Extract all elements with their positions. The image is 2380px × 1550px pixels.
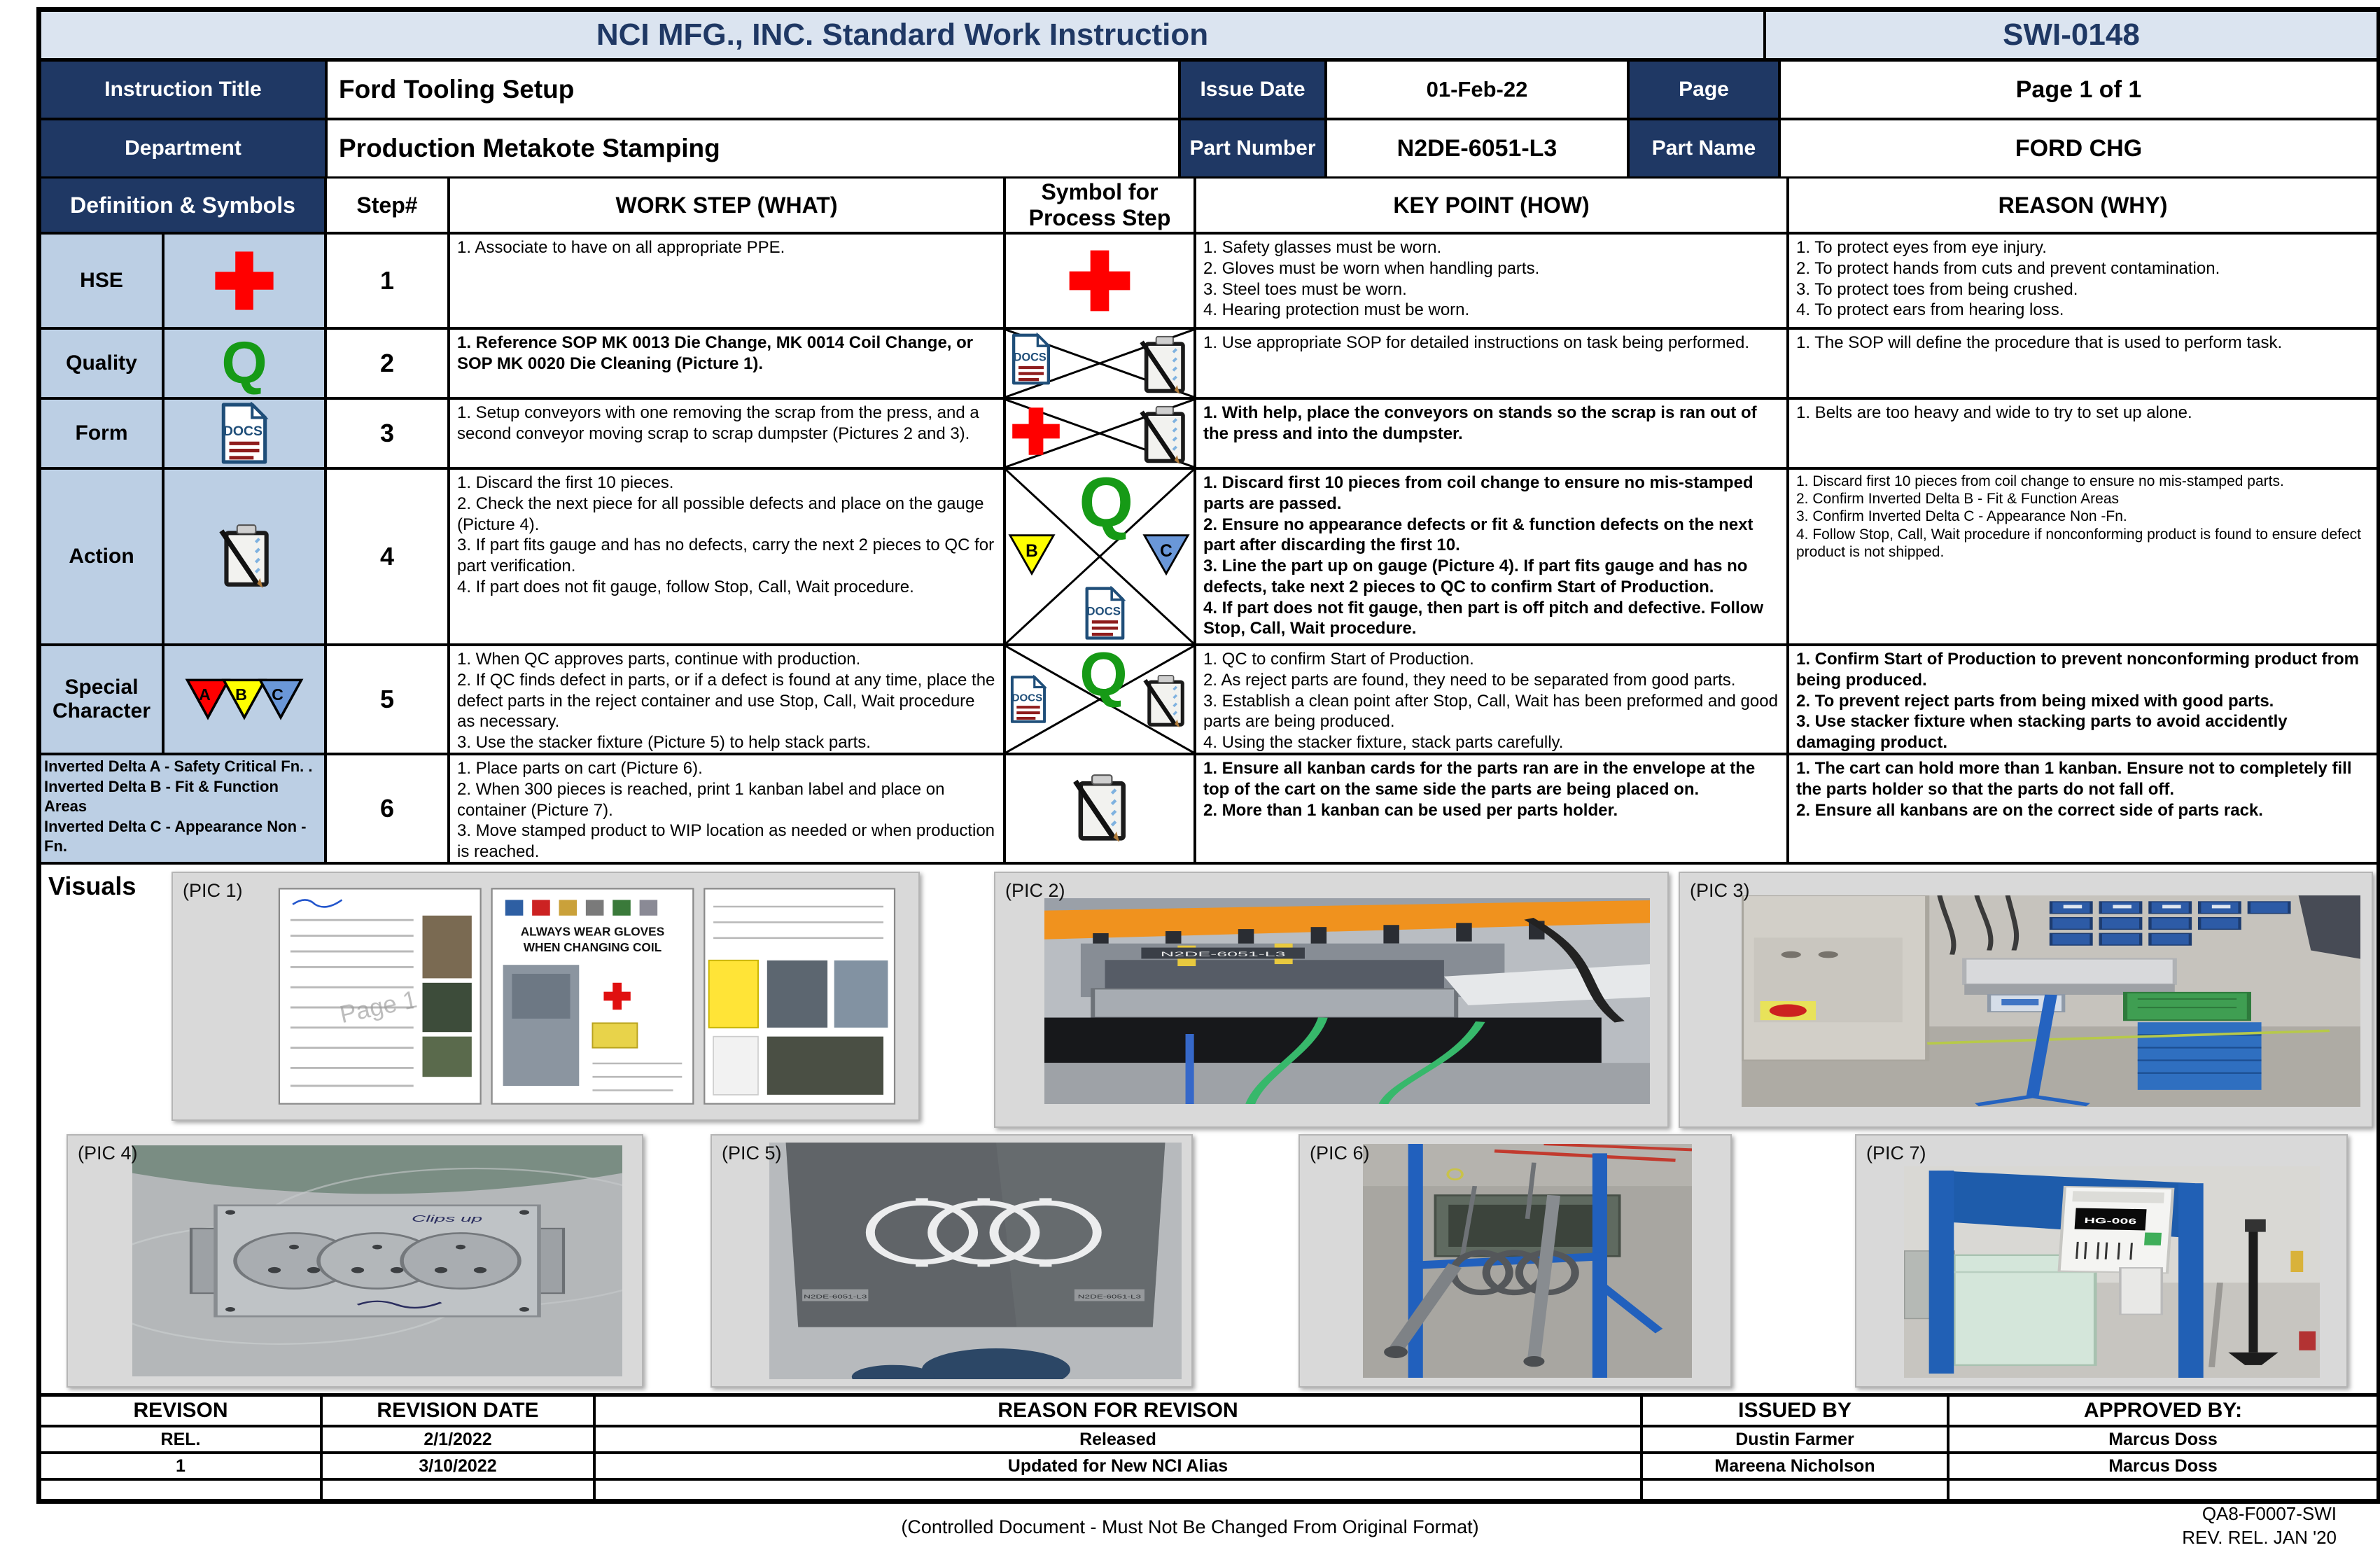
step-number-1: 1 (327, 235, 447, 327)
work-step-cell-2 (450, 330, 1003, 397)
text-line: 2. Ensure all kanbans are on the correct side of parts rack. (1796, 800, 2263, 820)
part-name-label: Part Name (1630, 120, 1778, 176)
instruction-title-label: Instruction Title (41, 62, 325, 118)
inverted-delta-notes (41, 755, 324, 862)
svg-text:C: C (1160, 541, 1172, 561)
inverted-triangle-b-icon (1007, 531, 1056, 578)
revision-row-cell (1643, 1481, 1947, 1499)
text-line: Inverted Delta B - Fit & Function Areas (44, 777, 279, 816)
pic7-label: (PIC 7) (1866, 1143, 1926, 1164)
work-step-cell-1 (450, 235, 1003, 327)
text-line: 3. Line the part up on gauge (Picture 4). If part fits gauge and has no defects, take next 2 pieces to QC to confirm Start of Production. (1203, 557, 1748, 596)
revision-header: REVISON (41, 1397, 320, 1425)
department-label: Department (41, 120, 325, 176)
legend-symbol-form (164, 400, 324, 467)
work-step-cell-6 (450, 755, 1003, 862)
pic7-box (1855, 1134, 2348, 1388)
text-line: 3. If part fits gauge and has no defects, carry the next 2 pieces to QC for part verification. (457, 536, 995, 575)
page-label: Page (1630, 62, 1778, 118)
controlled-document-note: (Controlled Document - Must Not Be Changed From Original Format) (901, 1516, 1479, 1537)
text-line: Inverted Delta A - Safety Critical Fn. . (44, 757, 313, 775)
revision-row-cell (596, 1481, 1640, 1499)
swi-number: SWI-0148 (1766, 12, 2376, 58)
work-step-cell-5 (450, 646, 1003, 753)
text-line: 4. Using the stacker fixture, stack parts carefully. (1203, 733, 1564, 752)
revision-row-cell: 2/1/2022 (323, 1427, 593, 1451)
docs-icon (1010, 333, 1052, 386)
docs-icon (1083, 586, 1126, 641)
revision-row-cell: Mareena Nicholson (1643, 1454, 1947, 1478)
svg-text:DOCS: DOCS (1013, 351, 1046, 364)
part-number-value: N2DE-6051-L3 (1327, 120, 1627, 176)
quality-q-icon: Q (221, 330, 267, 396)
red-cross-icon (1009, 404, 1063, 459)
text-line: 2. To protect hands from cuts and prevent contamination. (1796, 258, 2220, 278)
text-line: 1. Confirm Start of Production to prevent nonconforming product from being produced. (1796, 650, 2359, 690)
text-line: 2. If QC finds defect in parts, or if a defect is found at any time, place the defect parts in the reject container and use Stop, Call, Wait procedure as necessary. (457, 670, 995, 732)
step-number-5: 5 (327, 646, 447, 753)
form-code-block (2182, 1502, 2337, 1550)
text-line: 1. To protect eyes from eye injury. (1796, 238, 2047, 257)
reason-cell-5 (1789, 646, 2376, 753)
issue-date-value: 01-Feb-22 (1327, 62, 1627, 118)
swi-sheet (36, 7, 2380, 1504)
pic1-box (172, 872, 920, 1121)
svg-text:Page 1: Page 1 (337, 985, 420, 1029)
column-key-point: KEY POINT (HOW) (1196, 179, 1786, 232)
text-line: 4. Follow Stop, Call, Wait procedure if nonconforming product is found to ensure defect product is not shipped. (1796, 526, 2361, 560)
revision-row-cell: Marcus Doss (1949, 1454, 2376, 1478)
text-line: 1. Discard first 10 pieces from coil change to ensure no mis-stamped parts. (1796, 473, 2284, 489)
page-value: Page 1 of 1 (1781, 62, 2376, 118)
revision-row-cell: 1 (41, 1454, 320, 1478)
svg-text:B: B (235, 685, 247, 704)
work-step-cell-3 (450, 400, 1003, 467)
docs-icon (1009, 675, 1048, 724)
form-rev-note: REV. REL. JAN '20 (2182, 1526, 2337, 1548)
column-definition-symbols: Definition & Symbols (41, 179, 324, 232)
pic4-box (66, 1134, 643, 1388)
legend-label-form: Form (41, 400, 162, 467)
column-work-step: WORK STEP (WHAT) (450, 179, 1003, 232)
text-line: 2. Ensure no appearance defects or fit & function defects on the next part after discarding the first 10. (1203, 515, 1754, 555)
text-line: 2. More than 1 kanban can be used per parts holder. (1203, 800, 1618, 820)
pic2-label: (PIC 2) (1005, 880, 1065, 901)
column-reason: REASON (WHY) (1789, 179, 2376, 232)
legend-symbol-quality (164, 330, 324, 397)
key-point-cell-4 (1196, 470, 1786, 643)
revision-row-cell: Marcus Doss (1949, 1427, 2376, 1451)
pic3-label: (PIC 3) (1690, 880, 1750, 901)
text-line: 1. QC to confirm Start of Production. (1203, 650, 1474, 669)
revision-row-cell: Updated for New NCI Alias (596, 1454, 1640, 1478)
issued-by-header: ISSUED BY (1643, 1397, 1947, 1425)
text-line: 1. Reference SOP MK 0013 Die Change, MK 0014 Coil Change, or SOP MK 0020 Die Cleaning (Picture 1). (457, 333, 974, 373)
text-line: 4. If part does not fit gauge, follow Stop, Call, Wait procedure. (457, 577, 914, 596)
step-number-4: 4 (327, 470, 447, 643)
pic3-box (1679, 872, 2373, 1128)
legend-label-quality: Quality (41, 330, 162, 397)
text-line: 3. Move stamped product to WIP location as needed or when production is reached. (457, 821, 995, 861)
issue-date-label: Issue Date (1181, 62, 1324, 118)
text-line: 2. To prevent reject parts from being mixed with good parts. (1796, 691, 2274, 711)
visuals-section (41, 862, 2376, 1393)
checklist-clipboard-icon (1135, 335, 1191, 396)
pic5-label: (PIC 5) (722, 1143, 782, 1164)
step-number-3: 3 (327, 400, 447, 467)
text-line: 4. If part does not fit gauge, then part is off pitch and defective. Follow Stop, Call, Wait procedure. (1203, 598, 1764, 638)
legend-symbol-special-character (164, 646, 324, 753)
text-line: 2. Check the next piece for all possible defects and place on the gauge (Picture 4). (457, 494, 984, 534)
legend-symbol-action (164, 470, 324, 643)
text-line: 2. As reject parts are found, they need to be separated from good parts. (1203, 670, 1736, 690)
inverted-triangle-c-icon (258, 677, 304, 722)
pic6-photo-parts-cart (1363, 1144, 1692, 1378)
revision-row-cell (1949, 1481, 2376, 1499)
text-line: 1. Setup conveyors with one removing the scrap from the press, and a second conveyor moving scrap to scrap dumpster (Pictures 2 and 3). (457, 403, 979, 443)
text-line: 4. To protect ears from hearing loss. (1796, 300, 2064, 320)
info-rows (41, 60, 2376, 176)
pic6-box (1298, 1134, 1732, 1388)
text-line: 1. When QC approves parts, continue with production. (457, 650, 861, 669)
svg-text:DOCS: DOCS (223, 424, 263, 440)
work-step-cell-4 (450, 470, 1003, 643)
symbol-cell-4 (1006, 470, 1194, 643)
svg-text:N2DE-6051-L3: N2DE-6051-L3 (1160, 951, 1286, 958)
quality-q-icon: Q (1079, 470, 1134, 542)
text-line: 1. Safety glasses must be worn. (1203, 238, 1442, 257)
svg-text:N2DE-6051-L3: N2DE-6051-L3 (804, 1294, 867, 1300)
svg-text:DOCS: DOCS (1011, 692, 1043, 704)
reason-cell-2 (1789, 330, 2376, 397)
part-name-value: FORD CHG (1781, 120, 2376, 176)
pic2-photo-press (1044, 898, 1650, 1104)
part-number-label: Part Number (1181, 120, 1324, 176)
step-number-6: 6 (327, 755, 447, 862)
revision-row-cell: REL. (41, 1427, 320, 1451)
text-line: 3. Establish a clean point after Stop, Call, Wait has been preformed and good parts are being produced. (1203, 691, 1778, 732)
text-line: 2. Gloves must be worn when handling parts. (1203, 258, 1540, 278)
text-line: 1. Belts are too heavy and wide to try to set up alone. (1796, 403, 2192, 422)
symbol-cell-5 (1006, 646, 1194, 753)
reason-cell-1 (1789, 235, 2376, 327)
key-point-cell-3 (1196, 400, 1786, 467)
svg-text:Clips up: Clips up (412, 1213, 483, 1224)
pic5-photo-stacker-fixture (769, 1143, 1182, 1379)
step-number-2: 2 (327, 330, 447, 397)
text-line: 1. The SOP will define the procedure that is used to perform task. (1796, 333, 2283, 352)
text-line: 3. Use stacker fixture when stacking parts to avoid accidently damaging product. (1796, 712, 2288, 752)
text-line: 3. Use the stacker fixture (Picture 5) to help stack parts. (457, 733, 871, 752)
text-line: 4. Hearing protection must be worn. (1203, 300, 1470, 320)
revision-row-cell: Released (596, 1427, 1640, 1451)
svg-text:WHEN CHANGING COIL: WHEN CHANGING COIL (523, 940, 662, 955)
key-point-cell-6 (1196, 755, 1786, 862)
pic1-photo-sop-pages (234, 884, 906, 1108)
text-line: 1. With help, place the conveyors on stands so the scrap is ran out of the press and into the dumpster. (1203, 403, 1757, 443)
key-point-cell-5 (1196, 646, 1786, 753)
legend-label-hse: HSE (41, 235, 162, 327)
red-cross-icon (1065, 246, 1135, 316)
pic4-photo-gauge (132, 1145, 622, 1376)
svg-text:DOCS: DOCS (1086, 604, 1121, 618)
column-symbol: Symbol for Process Step (1006, 179, 1194, 232)
text-line: 2. When 300 pieces is reached, print 1 kanban label and place on container (Picture 7). (457, 779, 945, 820)
reason-cell-4 (1789, 470, 2376, 643)
pic5-box (710, 1134, 1193, 1388)
title-band (41, 12, 2376, 60)
checklist-clipboard-icon (1135, 405, 1191, 466)
revision-row-cell: Dustin Farmer (1643, 1427, 1947, 1451)
text-line: 3. Confirm Inverted Delta C - Appearance Non -Fn. (1796, 508, 2127, 525)
pic2-box (994, 872, 1669, 1128)
pic3-photo-scale-station (1742, 895, 2360, 1107)
red-cross-icon (211, 247, 278, 314)
document-title: NCI MFG., INC. Standard Work Instruction (41, 12, 1763, 58)
revision-row-cell (41, 1481, 320, 1499)
pic4-label: (PIC 4) (78, 1143, 138, 1164)
text-line: 1. Ensure all kanban cards for the parts ran are in the envelope at the top of the cart on the same side the parts are being placed on. (1203, 759, 1756, 799)
text-line: 3. To protect toes from being crushed. (1796, 279, 2078, 299)
legend-label-special-character: Special Character (41, 646, 162, 753)
triangles-abc-icon (190, 677, 299, 722)
text-line: 1. Discard first 10 pieces from coil change to ensure no mis-stamped parts are passed. (1203, 473, 1754, 513)
key-point-cell-2 (1196, 330, 1786, 397)
instruction-table (41, 176, 2376, 862)
revision-table (41, 1393, 2376, 1499)
text-line: 3. Steel toes must be worn. (1203, 279, 1407, 299)
svg-text:HG-006: HG-006 (2084, 1216, 2137, 1226)
symbol-cell-6 (1006, 755, 1194, 862)
pic6-label: (PIC 6) (1310, 1143, 1370, 1164)
text-line: 1. Place parts on cart (Picture 6). (457, 759, 703, 778)
checklist-clipboard-icon (1139, 674, 1189, 729)
symbol-cell-2 (1006, 330, 1194, 397)
pic1-label: (PIC 1) (183, 880, 243, 901)
svg-text:N2DE-6051-L3: N2DE-6051-L3 (1077, 1294, 1142, 1300)
legend-label-action: Action (41, 470, 162, 643)
svg-text:A: A (199, 685, 211, 704)
visuals-label: Visuals (48, 872, 136, 900)
symbol-cell-1 (1006, 235, 1194, 327)
revision-date-header: REVISION DATE (323, 1397, 593, 1425)
form-code: QA8-F0007-SWI (2202, 1503, 2337, 1524)
text-line: 2. Confirm Inverted Delta B - Fit & Function Areas (1796, 491, 2120, 508)
reason-for-revision-header: REASON FOR REVISON (596, 1397, 1640, 1425)
quality-q-icon: Q (1079, 646, 1128, 708)
symbol-cell-3 (1006, 400, 1194, 467)
column-step: Step# (327, 179, 447, 232)
approved-by-header: APPROVED BY: (1949, 1397, 2376, 1425)
reason-cell-6 (1789, 755, 2376, 862)
key-point-cell-1 (1196, 235, 1786, 327)
pic7-photo-kanban-rack (1904, 1166, 2320, 1378)
docs-icon (219, 402, 270, 465)
department-value: Production Metakote Stamping (328, 120, 1178, 176)
text-line: Inverted Delta C - Appearance Non -Fn. (44, 817, 307, 856)
text-line: 1. Discard the first 10 pieces. (457, 473, 674, 492)
svg-text:C: C (272, 685, 284, 704)
checklist-clipboard-icon (1068, 774, 1132, 844)
instruction-title-value: Ford Tooling Setup (328, 62, 1178, 118)
text-line: 1. Associate to have on all appropriate PPE. (457, 238, 785, 257)
reason-cell-3 (1789, 400, 2376, 467)
inverted-triangle-c-icon (1142, 531, 1191, 578)
revision-row-cell (323, 1481, 593, 1499)
svg-text:ALWAYS WEAR GLOVES: ALWAYS WEAR GLOVES (520, 924, 665, 939)
revision-row-cell: 3/10/2022 (323, 1454, 593, 1478)
svg-text:B: B (1026, 541, 1038, 561)
text-line: 1. The cart can hold more than 1 kanban. Ensure not to completely fill the parts holder so that the parts do not fall off. (1796, 759, 2352, 799)
checklist-clipboard-icon (214, 524, 274, 589)
text-line: 1. Use appropriate SOP for detailed instructions on task being performed. (1203, 333, 1749, 352)
legend-symbol-hse (164, 235, 324, 327)
